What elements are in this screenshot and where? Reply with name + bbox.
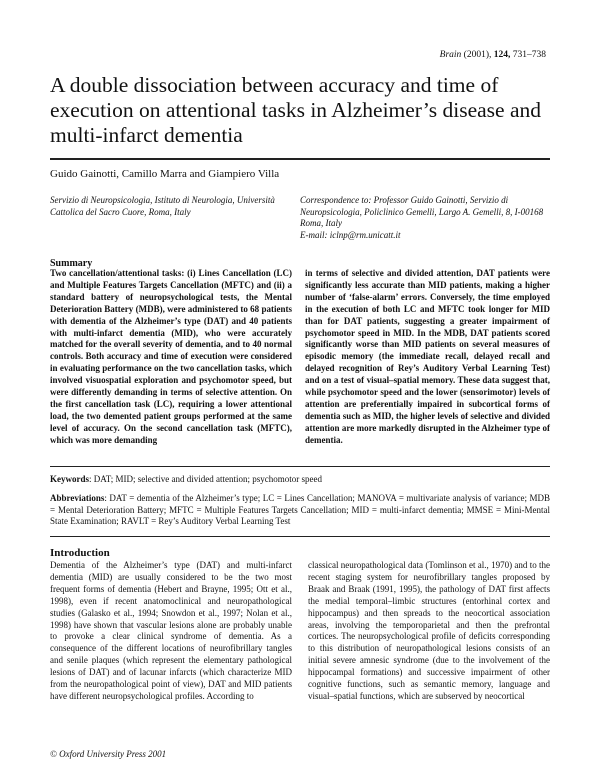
summary-text-left: Two cancellation/attentional tasks: (i) Lines Cancellation (LC) and Multiple Features Targets Cancellation (MFTC) and (ii) a standard battery of neuropsychological tests, the Mental Deterioration Battery (MDB), were administered to 68 patients with dementia of the Alzheimer’s type (DAT) and 40 patients with multi-infarct dementia (MID), who were accurately matched for the overall severity of dementia, and to 40 normal controls. Both accuracy and time of execution were considered in evaluating performance on the two cancellation tasks, which involved visuospatial exploration and psychomotor speed, but were differently demanding in terms of selective attention. On the first cancellation task (LC), requiring a lower attentional load, the two demented patient groups performed at the same level of accuracy. On the second cancellation task (MFTC), which was more demanding <box>50 268 292 445</box>
abbreviations <box>50 493 550 528</box>
correspondence-address: Correspondence to: Professor Guido Gainotti, Servizio di Neuropsicologia, Policlinico Gemelli, Largo A. Gemelli, 8, I-00168 Roma, Italy <box>300 195 544 228</box>
keywords-text: : DAT; MID; selective and divided attention; psychomotor speed <box>89 474 322 484</box>
article-title: A double dissociation between accuracy and time of execution on attentional tasks in Alzheimer’s disease and multi-infarct dementia <box>50 73 541 147</box>
authors: Guido Gainotti, Camillo Marra and Giampiero Villa <box>50 168 280 180</box>
journal-pages: 731–738 <box>512 50 546 60</box>
summary-rule <box>50 466 550 467</box>
introduction-text-right: classical neuropathological data (Tomlinson et al., 1970) and to the recent staging system for neurofibrillary tangles proposed by Braak and Braak (1991, 1995), the pathology of DAT first affects the medial temporal–limbic structures (entorhinal cortex and hippocampus) and then spreads to the neocortical association areas, involving the temporoparietal and then the prefrontal cortices. The neuropsychological profile of deficits corresponding to this distribution of neuropathological lesions consists of an initial severe amnesic syndrome (due to the involvement of the hippocampal formations) and successive impairment of other cognitive functions, such as semantic memory, language and visual–spatial functions, which are subserved by neocortical <box>308 560 550 701</box>
introduction-heading: Introduction <box>50 547 110 559</box>
affiliation: Servizio di Neuropsicologia, Istituto di Neurologia, Università Cattolica del Sacro Cuore, Roma, Italy <box>50 195 275 217</box>
keywords-label: Keywords <box>50 474 89 484</box>
abbreviations-label: Abbreviations <box>50 493 105 503</box>
abbreviations-text: : DAT = dementia of the Alzheimer’s type; LC = Lines Cancellation; MANOVA = multivariate analysis of variance; MDB = Mental Deterioration Battery; MFTC = Multiple Features Targets Cancellation; MID = multi-infarct dementia; MMSE = Mini-Mental State Examination; RAVLT = Rey’s Auditory Verbal Learning Test <box>50 493 550 526</box>
correspondence-block <box>300 195 555 241</box>
introduction-text-left: Dementia of the Alzheimer’s type (DAT) and multi-infarct dementia (MID) are usually considered to be the two most frequent forms of dementia (Hebert and Brayne, 1995; Ott et al., 1998), even if recent anatomoclinical and neuropathological studies (Galasko et al., 1994; Snowdon et al., 1997; Nolan et al., 1998) have shown that vascular lesions alone are probably unable to provoke a clear clinical syndrome of dementia. As a consequence of the different locations of neurofibrillary tangles and senile plaques (which represent the elementary pathological lesions of DAT) and of lacunar infarcts (which characterize MID from the neuropathological point of view), DAT and MID patients have different neuropsychological profiles. According to <box>50 560 292 701</box>
journal-citation <box>440 50 546 60</box>
abbreviations-rule <box>50 536 550 537</box>
title-rule <box>50 158 550 160</box>
summary-text-right: in terms of selective and divided attention, DAT patients were significantly less accurate than MID patients, making a higher number of ‘false-alarm’ errors. Conversely, the time employed in the execution of both LC and MFTC took longer for MID than for DAT patients, suggesting a greater impairment of psychomotor speed in MID. In the MDB, DAT patients scored significantly worse than MID patients on several measures of episodic memory (the immediate recall, delayed recall and delayed recognition of Rey’s Auditory Verbal Learning Test) and on a test of visual–spatial memory. These data suggest that, while psychomotor speed and the lower (sensorimotor) levels of attention are preferentially impaired in subcortical forms of dementia such as MID, the higher levels of selective and divided attention are more markedly disrupted in the Alzheimer type of dementia. <box>305 268 550 445</box>
journal-name: Brain <box>439 50 462 60</box>
correspondence-email: E-mail: iclnp@rm.unicatt.it <box>300 229 401 240</box>
summary-heading: Summary <box>50 258 93 269</box>
journal-year: (2001), <box>463 50 492 60</box>
keywords <box>50 474 550 486</box>
copyright-footer: © Oxford University Press 2001 <box>50 749 167 759</box>
journal-volume: 124, <box>493 50 511 60</box>
